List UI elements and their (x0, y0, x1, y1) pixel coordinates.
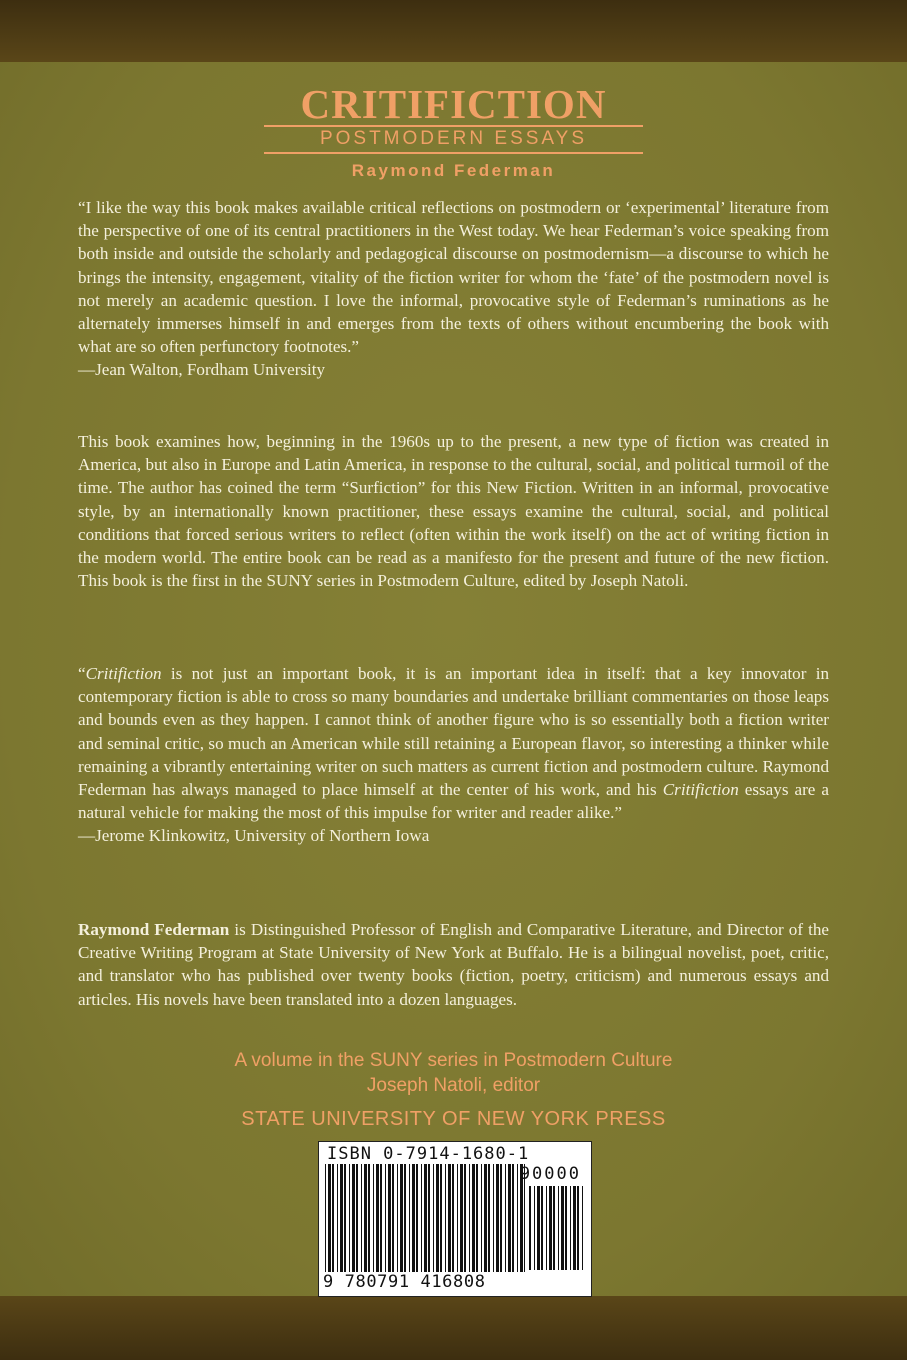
barcode-bar (517, 1164, 518, 1272)
barcode-bar (484, 1164, 487, 1272)
series-line-1: A volume in the SUNY series in Postmodern Culture (234, 1050, 673, 1071)
barcode-bar (558, 1186, 559, 1270)
barcode-bar (565, 1186, 567, 1270)
klinkowitz-quote-paragraph (78, 662, 829, 848)
ean-digits: 9 780791 416808 (323, 1272, 486, 1292)
book-description: This book examines how, beginning in the 1960s up to the present, a new type of fiction was created in America, but also in Europe and Latin America, in response to the cultural, social, and political turmoil of the time. The author has coined the term “Surfiction” for this New Fiction. Written in an informal, provocative style, by an internationally known practitioner, these essays examine the cultural, social, and political conditions that forced serious writers to reflect (often within the work itself) on the act of writing fiction in the modern world. The entire book can be read as a manifesto for the present and future of the new fiction. This book is the first in the SUNY series in Postmodern Culture, edited by Joseph Natoli. (78, 432, 829, 591)
walton-quote: “I like the way this book makes available critical reflections on postmodern or ‘experimental’ literature from the perspective of one of its central practitioners in the West today. We hear Federman’s voice speaking from both inside and outside the scholarly and pedagogical discourse on postmodernism—a discourse to which he brings the intensity, engagement, vitality of the fiction writer for whom the ‘fate’ of the postmodern novel is not merely an academic question. I love the informal, provocative style of Federman’s ruminations as he alternately immerses himself in and emerges from the texts of others without encumbering the book with what are so often perfunctory footnotes.” (78, 198, 829, 357)
barcode-bar (573, 1186, 576, 1270)
barcode-bar (349, 1164, 350, 1272)
barcode-bar (541, 1186, 543, 1270)
barcode-bar (373, 1164, 374, 1272)
barcode-bar (500, 1164, 502, 1272)
book-author: Raymond Federman (351, 161, 556, 180)
barcode-bar (472, 1164, 475, 1272)
barcode-bar (380, 1164, 382, 1272)
barcode-bar (392, 1164, 394, 1272)
barcode-bar (529, 1186, 531, 1270)
publisher-name: STATE UNIVERSITY OF NEW YORK PRESS (241, 1108, 666, 1130)
barcode-bar (445, 1164, 446, 1272)
barcode-bar (352, 1164, 355, 1272)
author-bio-text: is Distinguished Professor of English and Comparative Literature, and Director of the Creative Writing Program at State University of New York at Buffalo. He is a bilingual novelist, poet, critic, and translator who has published over twenty books (fiction, poetry, criticism) and numerous essays and articles. His novels have been translated into a dozen languages. (78, 920, 830, 1009)
barcode-bars (325, 1164, 525, 1272)
barcode-bar (436, 1164, 439, 1272)
klinkowitz-open-quote: “ (78, 664, 86, 683)
author-bio-name: Raymond Federman (78, 920, 230, 939)
barcode-bar (337, 1164, 338, 1272)
barcode-bar (493, 1164, 494, 1272)
price-code: 90000 (519, 1164, 581, 1184)
barcode-bar (328, 1164, 331, 1272)
barcode-bar (460, 1164, 463, 1272)
barcode-bar (553, 1186, 555, 1270)
barcode-bar (505, 1164, 506, 1272)
barcode-bar (421, 1164, 422, 1272)
barcode-bar (512, 1164, 514, 1272)
barcode-bar (428, 1164, 430, 1272)
barcode-bar (476, 1164, 478, 1272)
klinkowitz-title-italic-2: Critifiction (662, 780, 739, 800)
barcode-bar (364, 1164, 367, 1272)
barcode-bar (570, 1186, 571, 1270)
klinkowitz-quote-part-1: is not just an important book, it is an important idea in itself: that a key innovator in contemporary fiction is able to cross so many boundaries and undertake brilliant commentaries on those leaps and bounds even as they happen. I cannot think of another figure who is so essentially both a fiction writer and seminal critic, so much an American while still retaining a European flavor, so interesting a thinker while remaining a vibrantly entertaining writer on such matters as current fiction and postmodern culture. Raymond Federman has always managed to place himself at the center of his work, and his (78, 664, 829, 800)
barcode-bar (404, 1164, 406, 1272)
barcode-bar (452, 1164, 454, 1272)
isbn-barcode (318, 1141, 592, 1297)
barcode-bar (356, 1164, 358, 1272)
barcode-bar (448, 1164, 451, 1272)
klinkowitz-attribution: —Jerome Klinkowitz, University of Northern Iowa (78, 826, 430, 846)
barcode-bar (582, 1186, 583, 1270)
barcode-bar (424, 1164, 427, 1272)
barcode-bar (561, 1186, 564, 1270)
barcode-bar (546, 1186, 547, 1270)
barcode-bar (340, 1164, 343, 1272)
barcode-bar (577, 1186, 579, 1270)
bottom-border-band (0, 1296, 907, 1360)
barcode-bar (534, 1186, 535, 1270)
barcode-bar (549, 1186, 552, 1270)
barcode-bar (469, 1164, 470, 1272)
series-editor: Joseph Natoli, editor (366, 1075, 541, 1096)
author-bio (78, 918, 829, 1011)
barcode-bar (416, 1164, 418, 1272)
barcode-bar (385, 1164, 386, 1272)
klinkowitz-title-italic-1: Critifiction (85, 664, 162, 683)
barcode-bar (412, 1164, 415, 1272)
barcode-bar (488, 1164, 490, 1272)
top-border-band (0, 0, 907, 62)
book-subtitle: POSTMODERN ESSAYS (264, 125, 643, 154)
barcode-bar (344, 1164, 346, 1272)
barcode-bar (376, 1164, 379, 1272)
barcode-bar (481, 1164, 482, 1272)
barcode-bar (409, 1164, 410, 1272)
walton-quote-paragraph (78, 196, 829, 382)
barcode-bar (457, 1164, 458, 1272)
barcode-bar (368, 1164, 370, 1272)
barcode-bar (464, 1164, 466, 1272)
walton-attribution: —Jean Walton, Fordham University (78, 360, 326, 380)
barcode-bar (440, 1164, 442, 1272)
barcode-bar (508, 1164, 511, 1272)
isbn-number: ISBN 0-7914-1680-1 (327, 1144, 530, 1164)
barcode-bar (325, 1164, 326, 1272)
barcode-bar (433, 1164, 434, 1272)
barcode-bar (361, 1164, 362, 1272)
series-note (0, 1048, 907, 1098)
book-title: CRITIFICTION (300, 81, 607, 127)
barcode-bar (400, 1164, 403, 1272)
barcode-bar (496, 1164, 499, 1272)
barcode-bar (397, 1164, 398, 1272)
barcode-bar (388, 1164, 391, 1272)
barcode-bar (537, 1186, 540, 1270)
barcode-bar (332, 1164, 334, 1272)
klinkowitz-quote-part-2: essays are a natural vehicle for making the most of this impulse for writer and reader alike.” (78, 780, 830, 823)
price-barcode-bars (529, 1186, 585, 1270)
